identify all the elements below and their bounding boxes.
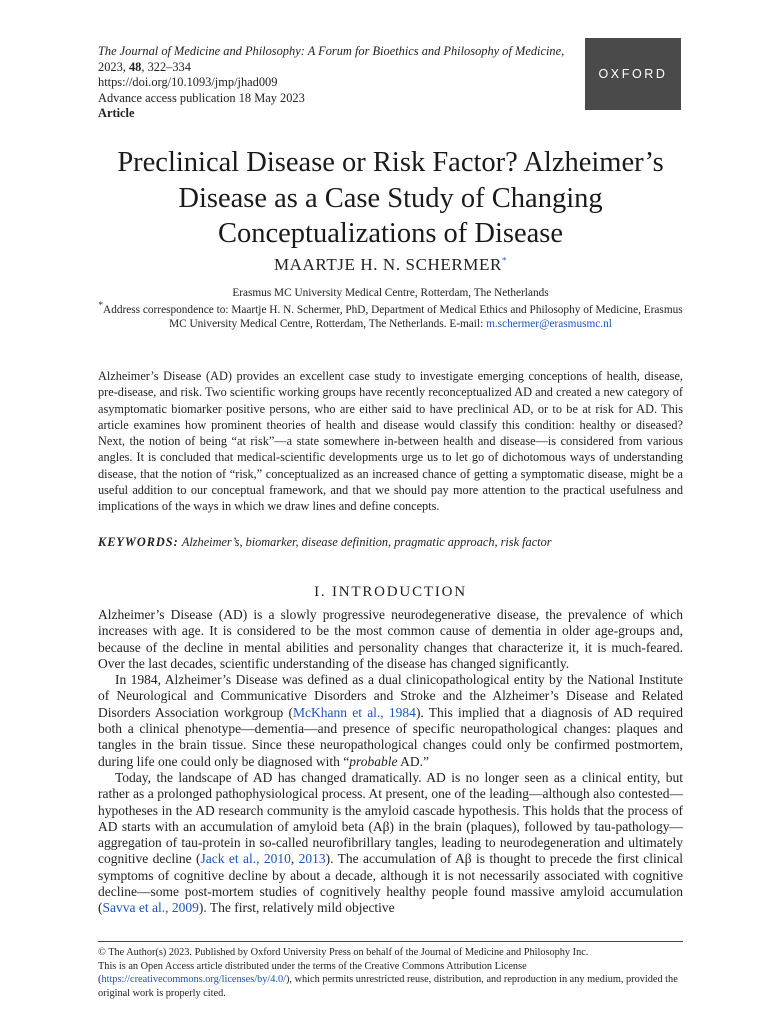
author (98, 255, 683, 275)
text-run: This is an Open Access article distributed under the terms of the Creative Commons Attribution License ( (98, 960, 527, 985)
text-run: ). The first, relatively mild objective (198, 900, 395, 916)
correspondence-text: Address correspondence to: Maartje H. N. Schermer, PhD, Department of Medical Ethics and Philosophy of Medicine, Erasmus MC University Medical Centre, Rotterdam, The Netherlands. E-mail: (103, 303, 683, 330)
abstract: Alzheimer’s Disease (AD) provides an excellent case study to investigate emerging conceptions of health, disease, pre-disease, and risk. Two scientific working groups have recently reconceptualized AD and created a new category of asymptomatic biomarker positive persons, who are either said to have preclinical AD, or to be at risk for AD. This article examines how prominent theories of health and disease would classify this condition: healthy or diseased? Next, the notion of being “at risk”—a state somewhere in-between health and disease—is considered from various angles. It is concluded that medical-scientific developments urge us to let go of dichotomous ways of understanding disease, that the notion of “risk,” conceptualized as an increased chance of getting a symptomatic disease, might be a useful addition to our conceptual framework, and that we should pay more attention to the practical usefulness and implications of the ways in which we draw lines and define concepts. (98, 369, 683, 514)
license-footer (98, 946, 683, 1000)
text-run: ). This implied that a diagnosis of AD required both a clinical phenotype—dementia—and presence of specific neuropathological changes: plaques and tangles in the brain tissue. Since these neuropathological changes could only be confirmed postmortem, during life one could only be diagnosed with “ (98, 704, 683, 769)
paragraph: Alzheimer’s Disease (AD) is a slowly progressive neurodegenerative disease, the prevalence of which increases with age. It is considered to be the most common cause of dementia in older age-groups and, because of the decline in mental abilities and personality changes that characterize it, it is much-feared. Over the last decades, scientific understanding of the disease has changed significantly. (98, 607, 683, 671)
author-name: MAARTJE H. N. SCHERMER (273, 255, 502, 274)
journal-header (98, 44, 568, 122)
citation-link[interactable]: Savva et al., 2009 (102, 900, 199, 916)
citation-link[interactable]: McKhann et al., 1984 (292, 704, 416, 720)
pages: , 322–334 (141, 59, 191, 74)
license-text (98, 960, 683, 1001)
title-line: Conceptualizations of Disease (217, 218, 564, 249)
copyright: © The Author(s) 2023. Published by Oxford University Press on behalf of the Journal of Medicine and Philosophy Inc. (98, 947, 589, 958)
paragraph (98, 672, 683, 770)
keywords-list: Alzheimer’s, biomarker, disease definition, pragmatic approach, risk factor (181, 535, 552, 549)
doi-link[interactable]: https://doi.org/10.1093/jmp/jhad009 (98, 75, 278, 90)
text-run: Today, the landscape of AD has changed dramatically. AD is no longer seen as a clinical entity, but rather as a prolonged pathophysiological process. At present, one of the leading—although also contested—hypotheses in the AD research community is the amyloid cascade hypothesis. This holds that the process of AD starts with an accumulation of amyloid beta (Aβ) in the brain (plaques), followed by tau-pathology—aggregation of tau-protein in so-called neurofibrillary tangles, leading to neurodegeneration and ultimately cognitive decline ( (98, 769, 683, 867)
emphasis: probable (349, 753, 398, 769)
article-title (92, 145, 689, 252)
author-footnote-mark[interactable]: * (501, 255, 508, 266)
correspondence (98, 299, 683, 331)
year: 2023, (98, 59, 129, 74)
text-run: ), which permits unrestricted reuse, distribution, and reproduction in any medium, provided the original work is properly cited. (98, 974, 678, 999)
keywords (98, 534, 683, 550)
access-date: Advance access publication 18 May 2023 (98, 90, 305, 105)
citation-link[interactable]: Jack et al., 2010 (200, 851, 291, 867)
citation-link[interactable]: 2013 (298, 851, 326, 867)
text-run: , (290, 851, 299, 867)
logo-text: OXFORD (598, 67, 668, 81)
license-link[interactable]: https://creativecommons.org/licenses/by/4.0/ (101, 974, 286, 985)
journal-title: The Journal of Medicine and Philosophy: A Forum for Bioethics and Philosophy of Medicine, (98, 44, 565, 58)
text-run: In 1984, Alzheimer’s Disease was defined as a dual clinicopathological entity by the National Institute of Neurological and Communicative Disorders and Stroke and the Alzheimer’s Disease and Related Disorders Association workgroup ( (98, 672, 683, 720)
paragraph (98, 770, 683, 917)
correspondence-mark: * (98, 301, 104, 311)
article-type: Article (98, 106, 135, 121)
title-line: Preclinical Disease or Risk Factor? Alzheimer’s (117, 147, 664, 178)
email-link[interactable]: m.schermer@erasmusmc.nl (486, 317, 612, 330)
body-text (98, 607, 683, 917)
keywords-label: KEYWORDS: (98, 535, 179, 549)
volume-line (98, 60, 568, 76)
text-run: ). The accumulation of Aβ is thought to precede the first clinical symptoms of cognitive decline by about a decade, although it is not necessarily associated with cognitive decline—some post-mortem studies of cognitively healthy people found massive amyloid accumulation ( (98, 851, 683, 916)
title-line: Disease as a Case Study of Changing (178, 182, 603, 214)
section-heading: I. INTRODUCTION (314, 584, 467, 600)
volume: 48 (128, 59, 142, 74)
affiliation: Erasmus MC University Medical Centre, Rotterdam, The Netherlands (232, 287, 549, 299)
footer-divider (98, 941, 683, 942)
oxford-logo (585, 38, 681, 110)
text-run: AD.” (397, 753, 429, 769)
